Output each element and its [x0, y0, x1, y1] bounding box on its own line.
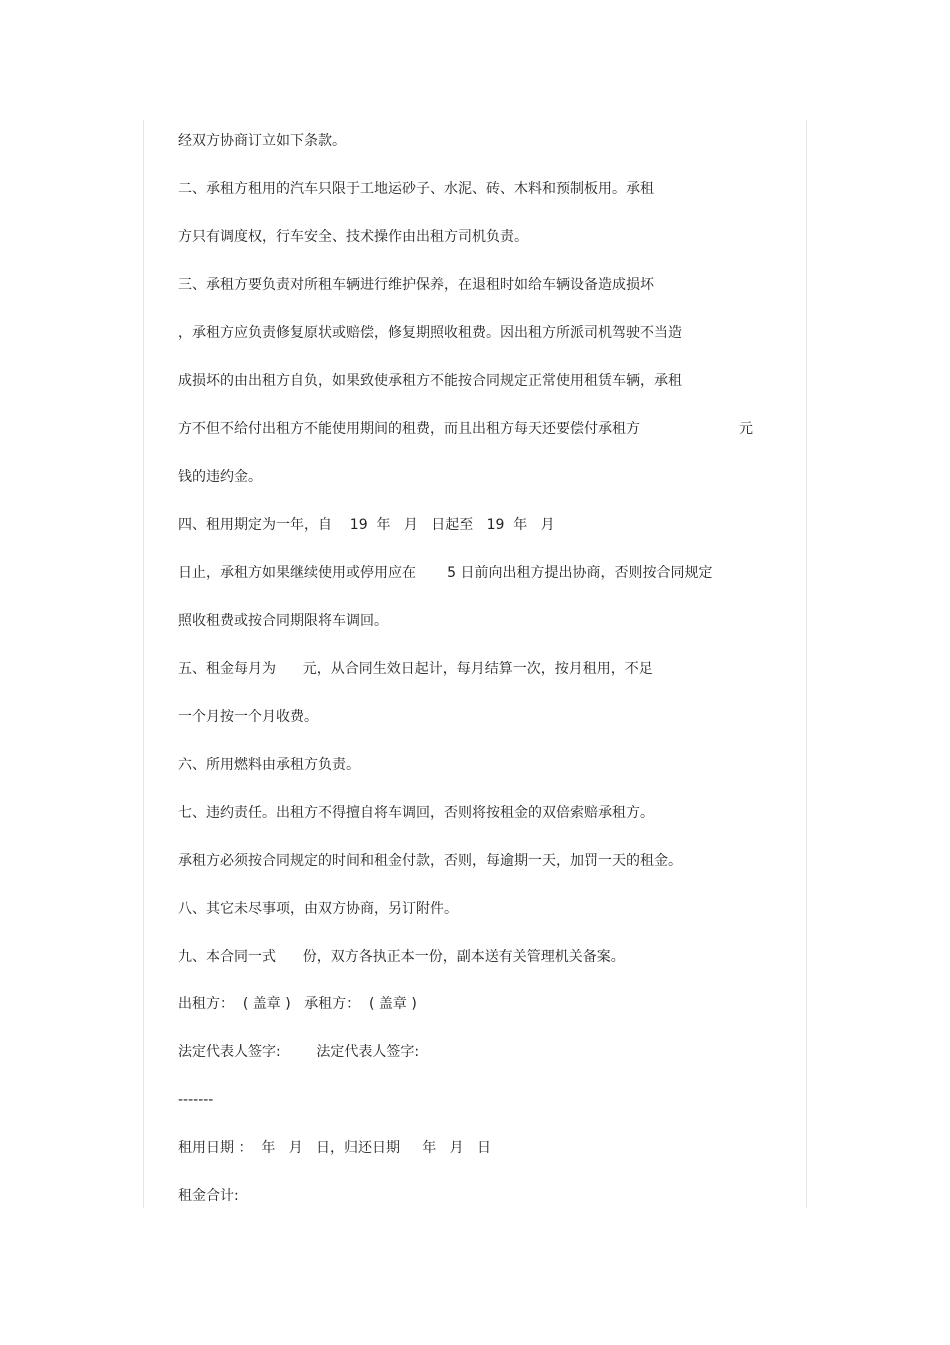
line-23: 租金合计: — [178, 1188, 239, 1204]
line-04: 三、承租方要负责对所租车辆进行维护保养，在退租时如给车辆设备造成损坏 — [178, 277, 654, 293]
line-16: 承租方必须按合同规定的时间和租金付款，否则，每逾期一天，加罚一天的租金。 — [178, 853, 682, 869]
line-07: 方不但不给付出租方不能使用期间的租费，而且出租方每天还要偿付承租方 — [178, 421, 640, 437]
line-03: 方只有调度权，行车安全、技术操作由出租方司机负责。 — [178, 229, 528, 245]
line-14: 六、所用燃料由承租方负责。 — [178, 757, 360, 773]
line-13: 一个月按一个月收费。 — [178, 709, 318, 725]
line-06: 成损坏的由出租方自负，如果致使承租方不能按合同规定正常使用租赁车辆，承租 — [178, 373, 682, 389]
line-20: 法定代表人签字: 法定代表人签字: — [178, 1044, 420, 1060]
line-22: 租用日期 ： 年 月 日，归还日期 年 月 日 — [178, 1140, 492, 1156]
line-21: ------- — [178, 1092, 214, 1108]
line-05: ，承租方应负责修复原状或赔偿，修复期照收租费。因出租方所派司机驾驶不当造 — [178, 325, 682, 341]
yuan-suffix: 元 — [739, 421, 753, 437]
line-17: 八、其它未尽事项，由双方协商，另订附件。 — [178, 901, 458, 917]
line-19: 出租方： ( 盖章 ) 承租方： ( 盖章 ) — [178, 996, 417, 1012]
line-15: 七、违约责任。出租方不得擅自将车调回，否则将按租金的双倍索赔承租方。 — [178, 805, 654, 821]
line-18: 九、本合同一式 份，双方各执正本一份，副本送有关管理机关备案。 — [178, 949, 625, 965]
line-11: 照收租费或按合同期限将车调回。 — [178, 613, 388, 629]
line-01: 经双方协商订立如下条款。 — [178, 133, 346, 149]
line-02: 二、承租方租用的汽车只限于工地运砂子、水泥、砖、木料和预制板用。承租 — [178, 181, 654, 197]
line-09: 四、租用期定为一年，自 19 年 月 日起至 19 年 月 — [178, 517, 555, 533]
line-12: 五、租金每月为 元，从合同生效日起计，每月结算一次，按月租用，不足 — [178, 661, 653, 677]
line-08: 钱的违约金。 — [178, 469, 262, 485]
line-10: 日止，承租方如果继续使用或停用应在 5 日前向出租方提出协商，否则按合同规定 — [178, 565, 713, 581]
